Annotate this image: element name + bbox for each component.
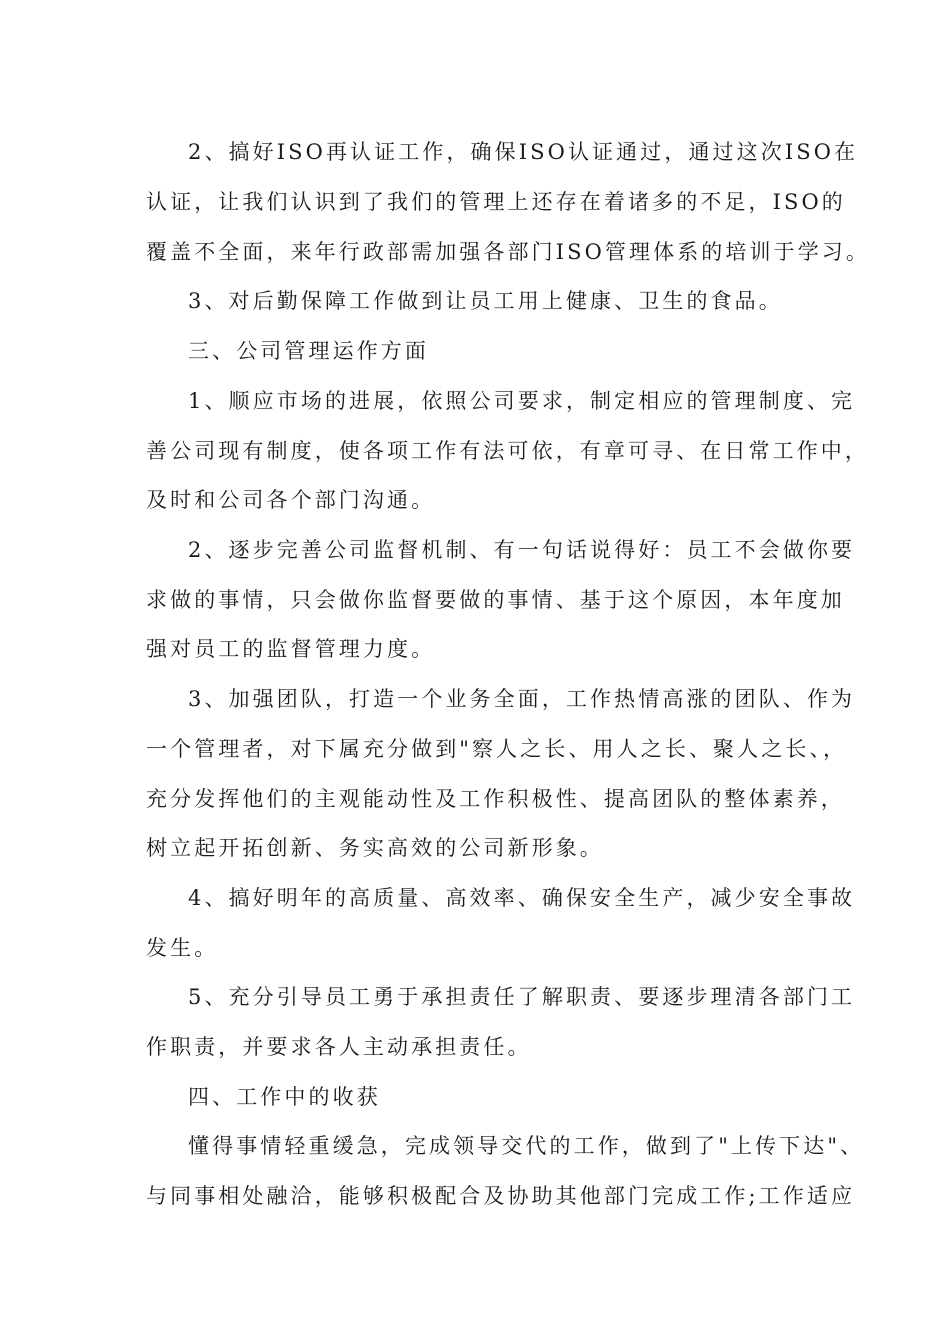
paragraph-line: 4、搞好明年的高质量、高效率、确保安全生产，减少安全事故 [188, 886, 856, 910]
paragraph-line: 1、顺应市场的进展，依照公司要求，制定相应的管理制度、完 [188, 389, 856, 413]
paragraph-line: 求做的事情，只会做你监督要做的事情、基于这个原因，本年度加 [146, 588, 845, 612]
paragraph-line: 2、搞好ISO再认证工作，确保ISO认证通过，通过这次ISO在 [188, 140, 859, 164]
paragraph-line: 强对员工的监督管理力度。 [146, 637, 436, 661]
paragraph-line: 懂得事情轻重缓急，完成领导交代的工作，做到了"上传下达"、 [188, 1134, 865, 1158]
paragraph-line: 及时和公司各个部门沟通。 [146, 488, 436, 512]
paragraph-line: 3、加强团队，打造一个业务全面，工作热情高涨的团队、作为 [188, 687, 856, 711]
paragraph-line: 作职责，并要求各人主动承担责任。 [146, 1035, 532, 1059]
paragraph-line: 5、充分引导员工勇于承担责任了解职责、要逐步理清各部门工 [188, 985, 856, 1009]
paragraph-line: 3、对后勤保障工作做到让员工用上健康、卫生的食品。 [188, 289, 783, 313]
paragraph-line: 充分发挥他们的主观能动性及工作积极性、提高团队的整体素养， [146, 787, 845, 811]
paragraph-line: 一个管理者，对下属充分做到"察人之长、用人之长、聚人之长、， [146, 737, 848, 761]
paragraph-line: 覆盖不全面，来年行政部需加强各部门ISO管理体系的培训于学习。 [146, 240, 870, 264]
paragraph-line: 发生。 [146, 936, 219, 960]
paragraph-line: 善公司现有制度，使各项工作有法可依，有章可寻、在日常工作中， [146, 439, 869, 463]
paragraph-line: 与同事相处融洽，能够积极配合及协助其他部门完成工作;工作适应 [146, 1184, 856, 1208]
paragraph-line: 认证，让我们认识到了我们的管理上还存在着诸多的不足，ISO的 [146, 190, 846, 214]
section-heading: 三、公司管理运作方面 [188, 339, 429, 363]
paragraph-line: 树立起开拓创新、务实高效的公司新形象。 [146, 836, 604, 860]
section-heading: 四、工作中的收获 [188, 1085, 381, 1109]
paragraph-line: 2、逐步完善公司监督机制、有一句话说得好：员工不会做你要 [188, 538, 856, 562]
